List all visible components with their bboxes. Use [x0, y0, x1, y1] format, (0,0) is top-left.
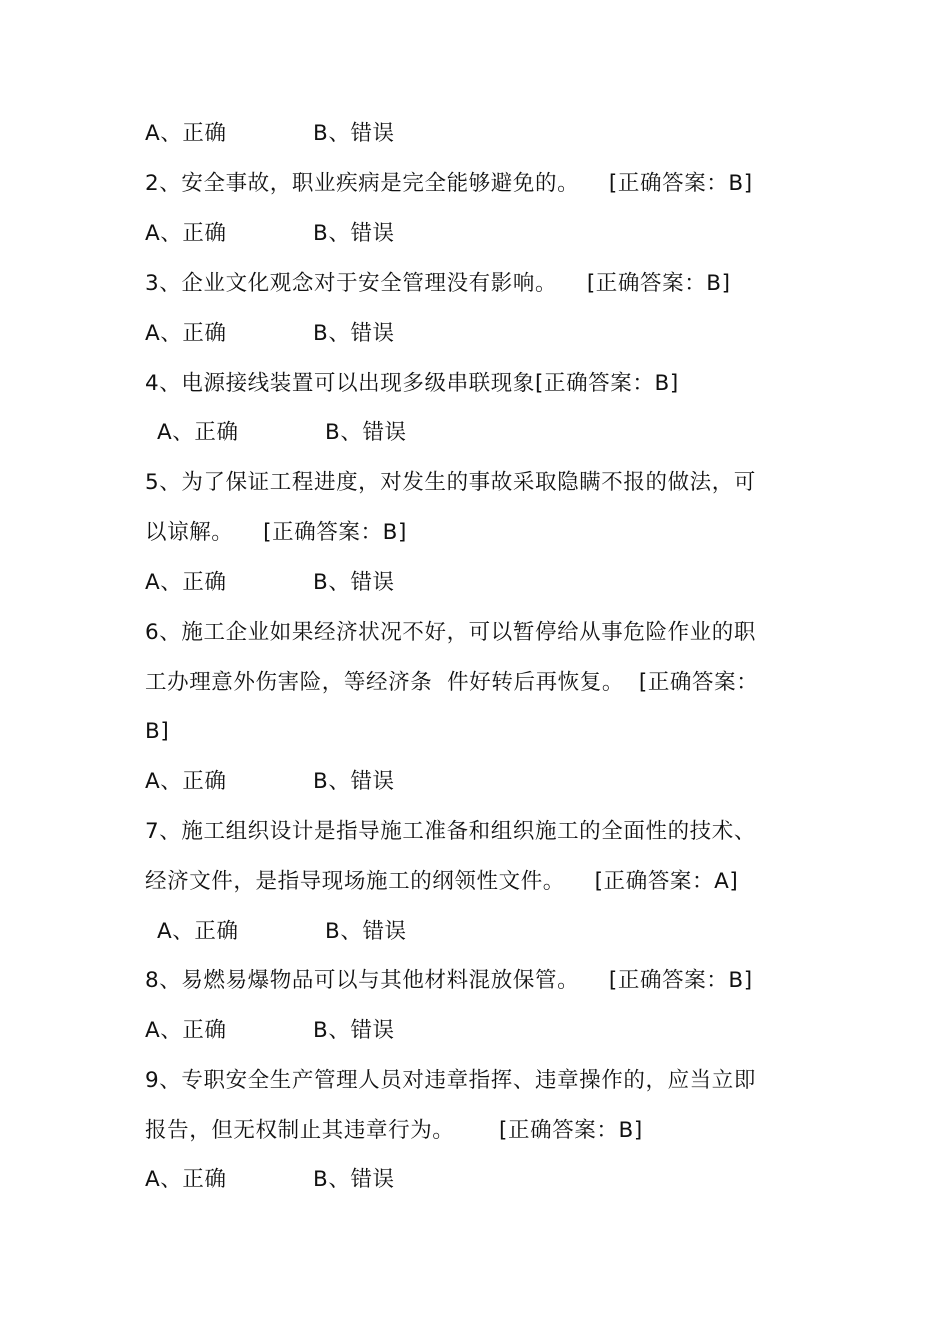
- question-5-line-1: 5、为了保证工程进度，对发生的事故采取隐瞒不报的做法，可: [145, 470, 756, 495]
- option-b: B、错误: [313, 570, 395, 595]
- option-b: B、错误: [325, 919, 407, 944]
- question-8-line-1: 8、易燃易爆物品可以与其他材料混放保管。 [正确答案：B]: [145, 968, 753, 993]
- option-a: A、正确: [145, 769, 227, 794]
- question-4-line-1: 4、电源接线装置可以出现多级串联现象[正确答案：B]: [145, 371, 679, 396]
- option-b: B、错误: [325, 420, 407, 445]
- option-a: A、正确: [145, 321, 227, 346]
- question-9-line-1: 9、专职安全生产管理人员对违章指挥、违章操作的，应当立即: [145, 1068, 756, 1093]
- question-6-line-2: 工办理意外伤害险，等经济条 件好转后再恢复。 [正确答案：: [145, 670, 759, 695]
- question-7-line-2: 经济文件，是指导现场施工的纲领性文件。 [正确答案：A]: [145, 869, 739, 894]
- option-b: B、错误: [313, 1167, 395, 1192]
- option-a: A、正确: [145, 1018, 227, 1043]
- question-6-line-1: 6、施工企业如果经济状况不好，可以暂停给从事危险作业的职: [145, 620, 756, 645]
- question-6-line-3: B]: [145, 719, 170, 744]
- option-b: B、错误: [313, 769, 395, 794]
- option-b: B、错误: [313, 321, 395, 346]
- question-5-line-2: 以谅解。 [正确答案：B]: [145, 520, 407, 545]
- option-a: A、正确: [145, 121, 227, 146]
- option-a: A、正确: [145, 1167, 227, 1192]
- option-a: A、正确: [157, 919, 239, 944]
- option-a: A、正确: [145, 570, 227, 595]
- option-b: B、错误: [313, 121, 395, 146]
- question-7-line-1: 7、施工组织设计是指导施工准备和组织施工的全面性的技术、: [145, 819, 756, 844]
- question-9-line-2: 报告，但无权制止其违章行为。 [正确答案：B]: [145, 1118, 643, 1143]
- question-3-line-1: 3、企业文化观念对于安全管理没有影响。 [正确答案：B]: [145, 271, 731, 296]
- option-row: [145, 1165, 395, 1285]
- option-b: B、错误: [313, 1018, 395, 1043]
- option-a: A、正确: [145, 221, 227, 246]
- option-b: B、错误: [313, 221, 395, 246]
- option-a: A、正确: [157, 420, 239, 445]
- question-2-line-1: 2、安全事故，职业疾病是完全能够避免的。 [正确答案：B]: [145, 171, 753, 196]
